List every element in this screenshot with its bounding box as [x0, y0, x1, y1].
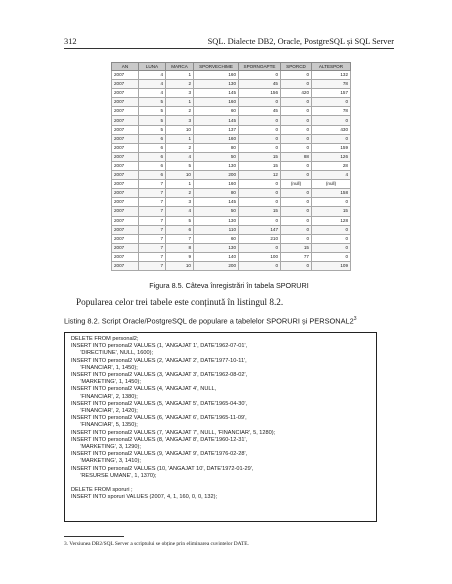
- table-cell: 158: [312, 189, 351, 198]
- table-cell: 0: [281, 80, 312, 89]
- table-cell: 3: [166, 116, 194, 125]
- header-rule: [64, 48, 394, 49]
- table-cell: 5: [139, 107, 166, 116]
- table-row: [112, 80, 351, 89]
- table-row: [112, 180, 351, 189]
- table-cell: (null): [281, 180, 312, 189]
- table-cell: 28: [312, 161, 351, 170]
- table-cell: 0: [239, 243, 281, 252]
- table-cell: 0: [281, 71, 312, 80]
- table-cell: 0: [239, 125, 281, 134]
- column-header: MARCA: [166, 63, 194, 71]
- table-cell: 0: [281, 216, 312, 225]
- code-line: 'MARKETING', 1, 1450);: [71, 379, 141, 386]
- table-cell: 7: [139, 207, 166, 216]
- table-row: [112, 234, 351, 243]
- table-cell: 430: [312, 125, 351, 134]
- table-cell: 7: [139, 198, 166, 207]
- table-cell: 4: [166, 207, 194, 216]
- table-cell: 7: [139, 252, 166, 261]
- table-cell: 0: [312, 134, 351, 143]
- figure-caption: Figura 8.5. Câteva înregistrări în tabela SPORURI: [149, 281, 309, 290]
- table-cell: 10: [166, 171, 194, 180]
- table-cell: 0: [239, 198, 281, 207]
- table-cell: 2007: [112, 143, 139, 152]
- table-cell: 0: [281, 198, 312, 207]
- table-cell: 160: [194, 98, 239, 107]
- column-header: LUNA: [139, 63, 166, 71]
- code-line: INSERT INTO sporuri VALUES (2007, 4, 1, 160, 0, 0, 132);: [71, 494, 218, 501]
- table-cell: 160: [194, 180, 239, 189]
- code-line: DELETE FROM personal2;: [71, 336, 139, 342]
- code-line: INSERT INTO personal2 VALUES (1, 'ANGAJAT 1', DATE'1962-07-01',: [71, 343, 248, 350]
- table-row: [112, 71, 351, 80]
- table-cell: 2007: [112, 243, 139, 252]
- table-cell: 77: [281, 252, 312, 261]
- table-cell: 0: [239, 98, 281, 107]
- table-cell: 15: [281, 243, 312, 252]
- code-line: 'MARKETING', 3, 1290);: [71, 444, 141, 451]
- table-cell: 0: [239, 134, 281, 143]
- table-cell: 2007: [112, 161, 139, 170]
- table-cell: 7: [139, 225, 166, 234]
- table-row: [112, 152, 351, 161]
- table-cell: 210: [239, 234, 281, 243]
- table-cell: 7: [139, 261, 166, 270]
- table-cell: 109: [312, 261, 351, 270]
- table-cell: 0: [281, 143, 312, 152]
- table-cell: (null): [312, 180, 351, 189]
- table-cell: 2007: [112, 189, 139, 198]
- table-cell: 5: [166, 216, 194, 225]
- table-cell: 7: [139, 189, 166, 198]
- column-header: SPORVECHIME: [194, 63, 239, 71]
- table-cell: 0: [281, 225, 312, 234]
- table-cell: 5: [139, 98, 166, 107]
- table-cell: 2007: [112, 125, 139, 134]
- table-cell: 200: [194, 171, 239, 180]
- code-line: 'RESURSE UMANE', 1, 1370);: [71, 472, 157, 479]
- table-cell: 4: [139, 89, 166, 98]
- listing-title: [64, 316, 357, 325]
- table-cell: 4: [139, 71, 166, 80]
- table-cell: 15: [239, 207, 281, 216]
- table-cell: 0: [281, 189, 312, 198]
- table-cell: 50: [194, 152, 239, 161]
- table-row: [112, 207, 351, 216]
- table-cell: 2007: [112, 116, 139, 125]
- sporuri-table: [111, 62, 351, 271]
- code-line: INSERT INTO personal2 VALUES (2, 'ANGAJAT 2', DATE'1977-10-11',: [71, 357, 247, 364]
- table-row: [112, 198, 351, 207]
- table-cell: 0: [312, 243, 351, 252]
- column-header: SPORNOAPTE: [239, 63, 281, 71]
- table-cell: 0: [281, 171, 312, 180]
- table-cell: 126: [312, 152, 351, 161]
- code-line: 'FINANCIAR', 1, 1450);: [71, 364, 138, 371]
- table-cell: 0: [239, 189, 281, 198]
- table-cell: 2: [166, 143, 194, 152]
- footnote: 3. Versiunea DB2/SQL Server a scriptului se obține prin eliminarea cuvintelor DATE.: [64, 541, 249, 547]
- table-cell: 1: [166, 134, 194, 143]
- table-cell: 15: [239, 161, 281, 170]
- table-cell: 0: [312, 252, 351, 261]
- table-cell: 10: [166, 125, 194, 134]
- table-cell: 88: [281, 152, 312, 161]
- table-cell: 145: [194, 116, 239, 125]
- running-title: SQL. Dialecte DB2, Oracle, PostgreSQL și SQL Server: [207, 37, 394, 46]
- column-header: AN: [112, 63, 139, 71]
- listing-title-text: Listing 8.2. Script Oracle/PostgreSQL de populare a tabelelor SPORURI și PERSONAL2: [64, 316, 354, 326]
- table-cell: 4: [312, 171, 351, 180]
- table-cell: 10: [166, 261, 194, 270]
- table-cell: 160: [194, 134, 239, 143]
- table-cell: 60: [194, 107, 239, 116]
- table-cell: 2: [166, 107, 194, 116]
- code-line: 'FINANCIAR', 2, 1420);: [71, 408, 138, 415]
- code-line: 'FINANCIAR', 5, 1350);: [71, 422, 138, 429]
- table-cell: 2007: [112, 171, 139, 180]
- table-cell: 159: [312, 143, 351, 152]
- table-row: [112, 98, 351, 107]
- table-cell: 1: [166, 98, 194, 107]
- column-header: ALTESPOR: [312, 63, 351, 71]
- table-cell: 0: [312, 225, 351, 234]
- table-cell: 0: [281, 107, 312, 116]
- table-cell: 2007: [112, 89, 139, 98]
- table-row: [112, 171, 351, 180]
- table-row: [112, 243, 351, 252]
- table-cell: 100: [239, 252, 281, 261]
- table-row: [112, 189, 351, 198]
- table-cell: 6: [139, 134, 166, 143]
- table-cell: 2007: [112, 80, 139, 89]
- code-line: INSERT INTO personal2 VALUES (7, 'ANGAJAT 7', NULL, 'FINANCIAR', 5, 1280);: [71, 429, 276, 436]
- table-cell: 9: [166, 252, 194, 261]
- table-cell: 4: [166, 152, 194, 161]
- table-cell: 0: [281, 161, 312, 170]
- table-cell: 4: [139, 80, 166, 89]
- table-cell: 0: [281, 207, 312, 216]
- table-cell: 2007: [112, 71, 139, 80]
- table-cell: 0: [281, 134, 312, 143]
- table-cell: 7: [139, 243, 166, 252]
- body-paragraph: Popularea celor trei tabele este conținută în listingul 8.2.: [76, 297, 284, 307]
- table-cell: 137: [194, 125, 239, 134]
- table-cell: 0: [239, 261, 281, 270]
- table-cell: 420: [281, 89, 312, 98]
- table-cell: 5: [139, 125, 166, 134]
- table-row: [112, 89, 351, 98]
- table-cell: 5: [139, 116, 166, 125]
- code-line: INSERT INTO personal2 VALUES (9, 'ANGAJAT 9', DATE'1976-02-28',: [71, 451, 248, 458]
- table-cell: 8: [166, 243, 194, 252]
- table-cell: 2007: [112, 98, 139, 107]
- table-cell: 0: [239, 180, 281, 189]
- table-cell: 128: [312, 216, 351, 225]
- table-cell: 6: [139, 161, 166, 170]
- table-cell: 2: [166, 80, 194, 89]
- table-cell: 0: [281, 98, 312, 107]
- table-cell: 140: [194, 252, 239, 261]
- table-cell: 160: [194, 71, 239, 80]
- table-cell: 0: [312, 98, 351, 107]
- table-cell: 147: [239, 225, 281, 234]
- table-cell: 5: [166, 161, 194, 170]
- column-header: SPORCD: [281, 63, 312, 71]
- table-cell: 0: [312, 116, 351, 125]
- table-cell: 157: [312, 89, 351, 98]
- footnote-ref: 3: [353, 316, 357, 322]
- code-line: INSERT INTO personal2 VALUES (10, 'ANGAJAT 10', DATE'1972-01-29',: [71, 465, 254, 472]
- table-cell: 130: [194, 216, 239, 225]
- table-cell: 15: [312, 207, 351, 216]
- table-cell: 2007: [112, 234, 139, 243]
- page-number: 312: [64, 37, 77, 46]
- table-cell: 0: [281, 261, 312, 270]
- table-cell: 0: [312, 234, 351, 243]
- table-cell: 6: [166, 225, 194, 234]
- table-cell: 2007: [112, 134, 139, 143]
- table-cell: 132: [312, 71, 351, 80]
- table-cell: 45: [239, 107, 281, 116]
- code-line: DELETE FROM sporuri ;: [71, 487, 133, 494]
- table-cell: 0: [281, 125, 312, 134]
- table-cell: 0: [312, 198, 351, 207]
- table-row: [112, 134, 351, 143]
- code-line: 'MARKETING', 3, 1410);: [71, 458, 141, 465]
- table-cell: 145: [194, 198, 239, 207]
- table-cell: 6: [139, 171, 166, 180]
- table-cell: 2007: [112, 198, 139, 207]
- table-cell: 7: [139, 180, 166, 189]
- footnote-rule: [64, 536, 124, 537]
- table-cell: 45: [239, 80, 281, 89]
- table-row: [112, 107, 351, 116]
- code-line: INSERT INTO personal2 VALUES (6, 'ANGAJAT 6', DATE'1965-11-09',: [71, 415, 247, 422]
- table-cell: 2007: [112, 216, 139, 225]
- table-cell: 78: [312, 80, 351, 89]
- table-cell: 2007: [112, 261, 139, 270]
- table-cell: 6: [139, 143, 166, 152]
- code-line: 'FINANCIAR', 2, 1380);: [71, 393, 138, 400]
- table-cell: 7: [139, 234, 166, 243]
- table-cell: 50: [194, 207, 239, 216]
- table-cell: 2007: [112, 225, 139, 234]
- table-row: [112, 216, 351, 225]
- table-cell: 0: [239, 216, 281, 225]
- code-line: 'DIRECTIUNE', NULL, 1600);: [71, 350, 154, 357]
- table-cell: 110: [194, 225, 239, 234]
- code-line: INSERT INTO personal2 VALUES (3, 'ANGAJAT 3', DATE'1962-08-02',: [71, 372, 248, 379]
- table-cell: 0: [239, 71, 281, 80]
- table-row: [112, 252, 351, 261]
- table-cell: 7: [166, 234, 194, 243]
- code-line: [71, 480, 370, 487]
- table-cell: 0: [281, 234, 312, 243]
- code-line: INSERT INTO personal2 VALUES (8, 'ANGAJAT 8', DATE'1960-12-31',: [71, 436, 248, 443]
- table-cell: 6: [139, 152, 166, 161]
- table-cell: 0: [281, 116, 312, 125]
- table-cell: 130: [194, 161, 239, 170]
- table-cell: 200: [194, 261, 239, 270]
- table-cell: 7: [139, 216, 166, 225]
- table-cell: 3: [166, 198, 194, 207]
- table-cell: 130: [194, 243, 239, 252]
- table-row: [112, 161, 351, 170]
- table-cell: 2007: [112, 180, 139, 189]
- table-cell: 78: [312, 107, 351, 116]
- table-cell: 80: [194, 189, 239, 198]
- table-cell: 156: [239, 89, 281, 98]
- table-cell: 2007: [112, 152, 139, 161]
- table-cell: 145: [194, 89, 239, 98]
- table-row: [112, 261, 351, 270]
- table-cell: 130: [194, 80, 239, 89]
- table-cell: 12: [239, 171, 281, 180]
- table-cell: 0: [239, 143, 281, 152]
- table-cell: 2: [166, 189, 194, 198]
- code-listing: [64, 332, 377, 522]
- table-cell: 0: [239, 116, 281, 125]
- table-cell: 15: [239, 152, 281, 161]
- table-cell: 3: [166, 89, 194, 98]
- table-row: [112, 125, 351, 134]
- table-cell: 1: [166, 71, 194, 80]
- table-row: [112, 143, 351, 152]
- code-line: INSERT INTO personal2 VALUES (4, 'ANGAJAT 4', NULL,: [71, 386, 217, 393]
- table-cell: 80: [194, 143, 239, 152]
- table-cell: 2007: [112, 252, 139, 261]
- table-cell: 60: [194, 234, 239, 243]
- table-cell: 2007: [112, 107, 139, 116]
- table-row: [112, 116, 351, 125]
- table-row: [112, 225, 351, 234]
- table-cell: 2007: [112, 207, 139, 216]
- code-line: INSERT INTO personal2 VALUES (5, 'ANGAJAT 5', DATE'1965-04-30',: [71, 400, 248, 407]
- table-cell: 1: [166, 180, 194, 189]
